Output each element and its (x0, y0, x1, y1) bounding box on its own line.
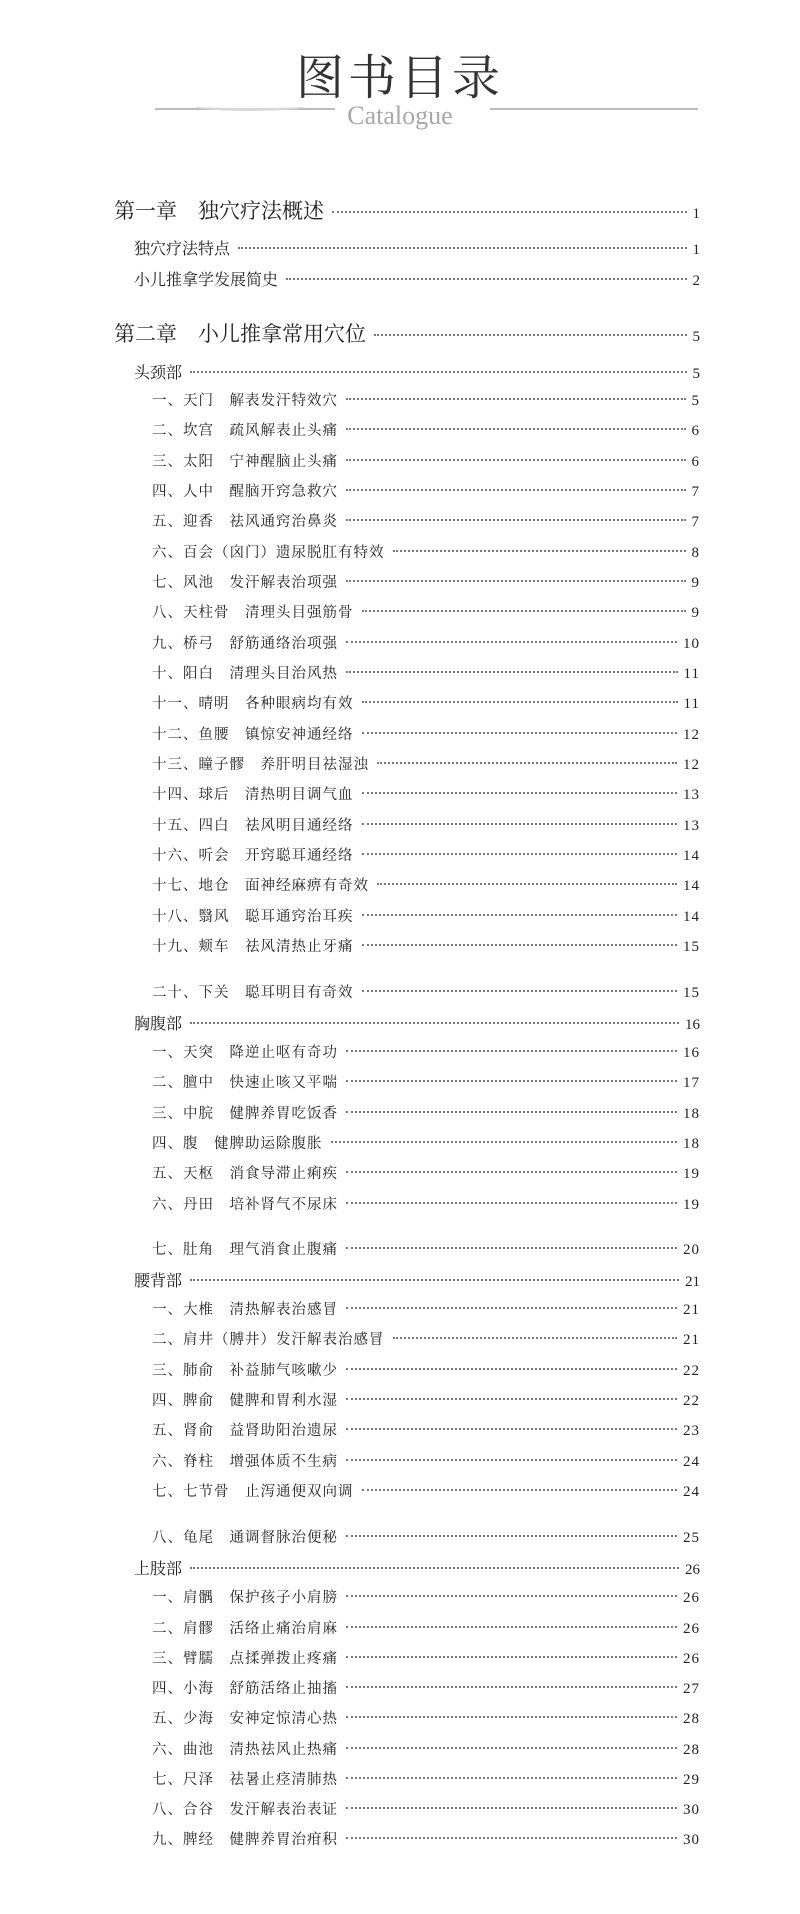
dot-leader (346, 1202, 677, 1204)
toc-section (134, 236, 700, 259)
dot-leader (190, 371, 686, 373)
toc-item (152, 1738, 700, 1759)
dot-leader (346, 1656, 677, 1658)
toc-entry-title: 四、脾俞 健脾和胃利水湿 (152, 1393, 338, 1409)
toc-item (152, 1450, 700, 1471)
toc-entry-title: 十九、颊车 祛风清热止牙痛 (152, 939, 354, 955)
toc-entry-title: 腰背部 (134, 1271, 183, 1290)
dot-leader (346, 459, 686, 461)
toc-item (152, 1707, 700, 1728)
dot-leader (346, 1747, 677, 1749)
dot-leader (362, 792, 678, 794)
dot-leader (346, 1837, 677, 1839)
page-number: 16 (683, 1045, 700, 1061)
toc-entry-title: 三、肺俞 补益肺气咳嗽少 (152, 1363, 338, 1379)
page-number: 9 (691, 605, 700, 621)
dot-leader (346, 1595, 677, 1597)
page-number: 21 (683, 1302, 700, 1318)
toc-entry-title: 二、肩髎 活络止痛治肩麻 (152, 1621, 338, 1637)
toc-item (152, 541, 700, 562)
toc-item (152, 1041, 700, 1062)
toc-chapter (114, 318, 700, 348)
toc-entry-title: 上肢部 (134, 1559, 183, 1578)
page-number: 8 (691, 545, 700, 561)
page-number: 30 (683, 1832, 700, 1848)
toc-entry-title: 十三、瞳子髎 养肝明目祛湿浊 (152, 757, 369, 773)
page-number: 28 (683, 1742, 700, 1758)
toc-item (152, 1677, 700, 1698)
toc-entry-title: 十、阳白 清理头目治风热 (152, 666, 338, 682)
dot-leader (190, 1022, 679, 1024)
toc-item (152, 480, 700, 501)
toc-entry-title: 二、坎宫 疏风解表止头痛 (152, 423, 338, 439)
dot-leader (346, 1807, 677, 1809)
toc-section (134, 360, 700, 383)
dot-leader (393, 1337, 678, 1339)
toc-item (152, 753, 700, 774)
dot-leader (346, 1459, 677, 1461)
page-number: 23 (683, 1423, 700, 1439)
page-number: 17 (683, 1075, 700, 1091)
toc-item (152, 1359, 700, 1380)
dot-leader (362, 944, 678, 946)
page-number: 13 (683, 818, 700, 834)
toc-entry-title: 七、肚角 理气消食止腹痛 (152, 1242, 338, 1258)
page-number: 5 (692, 329, 700, 345)
dot-leader (346, 428, 686, 430)
toc-entry-title: 独穴疗法特点 (134, 239, 231, 258)
toc-entry-title: 二、肩井（膊井）发汗解表治感冒 (152, 1332, 385, 1348)
page-number: 22 (683, 1393, 700, 1409)
toc-entry-title: 头颈部 (134, 363, 183, 382)
dot-leader (346, 1111, 677, 1113)
toc-entry-title: 三、臂臑 点揉弹拨止疼痛 (152, 1651, 338, 1667)
dot-leader (190, 1567, 679, 1569)
dot-leader (362, 701, 678, 703)
dot-leader (346, 1368, 677, 1370)
dot-leader (362, 610, 686, 612)
dot-leader (346, 489, 686, 491)
toc-entry-title: 六、丹田 培补肾气不尿床 (152, 1197, 338, 1213)
toc-item (152, 1419, 700, 1440)
dot-leader (190, 1279, 679, 1281)
page-number: 30 (683, 1802, 700, 1818)
dot-leader (377, 762, 677, 764)
page-number: 24 (683, 1484, 700, 1500)
toc-entry-title: 二十、下关 聪耳明目有奇效 (152, 985, 354, 1001)
page-number: 12 (683, 727, 700, 743)
toc-entry-title: 七、风池 发汗解表治项强 (152, 575, 338, 591)
toc-item (152, 874, 700, 895)
page-number: 14 (683, 909, 700, 925)
dot-leader (346, 1307, 677, 1309)
dot-leader (393, 550, 686, 552)
toc-section (134, 267, 700, 290)
toc-item (152, 1480, 700, 1501)
page-number: 16 (685, 1017, 700, 1033)
toc-item (152, 1798, 700, 1819)
toc-entry-title: 一、大椎 清热解表治感冒 (152, 1302, 338, 1318)
toc-entry-title: 五、迎香 祛风通窍治鼻炎 (152, 514, 338, 530)
toc-item (152, 844, 700, 865)
toc-section (134, 1268, 700, 1291)
page-number: 14 (683, 878, 700, 894)
toc-entry-title: 七、七节骨 止泻通便双向调 (152, 1484, 354, 1500)
toc-entry-title: 十一、晴明 各种眼病均有效 (152, 696, 354, 712)
toc-item (152, 571, 700, 592)
toc-item (152, 1298, 700, 1319)
toc-entry-title: 第二章 小儿推拿常用穴位 (114, 322, 366, 346)
page-number: 5 (692, 366, 700, 382)
page-number: 24 (683, 1454, 700, 1470)
dot-leader (362, 1489, 678, 1491)
toc-entry-title: 七、尺泽 祛暑止痉清肺热 (152, 1772, 338, 1788)
dot-leader (346, 1686, 677, 1688)
toc-entry-title: 一、天门 解表发汗特效穴 (152, 393, 338, 409)
page-subtitle: Catalogue (347, 101, 453, 130)
dot-leader (346, 1777, 677, 1779)
page-number: 6 (691, 423, 700, 439)
toc-entry-title: 五、少海 安神定惊清心热 (152, 1711, 338, 1727)
dot-leader (346, 1080, 677, 1082)
toc-item (152, 389, 700, 410)
page-number: 7 (691, 514, 700, 530)
page-number: 10 (683, 636, 700, 652)
toc-item (152, 723, 700, 744)
page-number: 19 (683, 1197, 700, 1213)
toc-item (152, 1617, 700, 1638)
toc-entry-title: 二、膻中 快速止咳又平喘 (152, 1075, 338, 1091)
toc-item (152, 1132, 700, 1153)
toc-item (152, 1193, 700, 1214)
page-number: 29 (683, 1772, 700, 1788)
toc-item (152, 905, 700, 926)
page-title: 图书目录 (295, 50, 504, 106)
dot-leader (377, 883, 677, 885)
toc-section (134, 1556, 700, 1579)
page-number: 12 (683, 757, 700, 773)
dot-leader (346, 671, 678, 673)
toc-item (152, 692, 700, 713)
dot-leader (362, 732, 678, 734)
dot-leader (362, 914, 678, 916)
page-number: 5 (691, 393, 700, 409)
toc-entry-title: 第一章 独穴疗法概述 (114, 199, 324, 223)
toc-item (152, 510, 700, 531)
toc-entry-title: 九、脾经 健脾养胃治疳积 (152, 1832, 338, 1848)
toc-entry-title: 六、百会（囟门）遗尿脱肛有特效 (152, 545, 385, 561)
toc-item (152, 419, 700, 440)
page-number: 26 (683, 1651, 700, 1667)
page-number: 19 (683, 1166, 700, 1182)
toc-item (152, 1768, 700, 1789)
dot-leader (374, 334, 687, 336)
dot-leader (362, 853, 678, 855)
page-number: 15 (683, 985, 700, 1001)
toc-item (152, 783, 700, 804)
toc-item (152, 1102, 700, 1123)
toc-entry-title: 三、太阳 宁神醒脑止头痛 (152, 454, 338, 470)
page-number: 15 (683, 939, 700, 955)
dot-leader (346, 580, 686, 582)
toc-item (152, 981, 700, 1002)
toc-item (152, 1238, 700, 1259)
dot-leader (346, 1428, 677, 1430)
dot-leader (346, 1171, 677, 1173)
dot-leader (346, 1050, 677, 1052)
toc-entry-title: 五、天枢 消食导滞止痢疾 (152, 1166, 338, 1182)
page-number: 1 (692, 206, 700, 222)
toc-item (152, 1647, 700, 1668)
toc-entry-title: 八、天柱骨 清理头目强筋骨 (152, 605, 354, 621)
toc-entry-title: 十八、翳风 聪耳通窍治耳疾 (152, 909, 354, 925)
toc-entry-title: 十四、球后 清热明目调气血 (152, 787, 354, 803)
dot-leader (346, 1716, 677, 1718)
toc-entry-title: 九、桥弓 舒筋通络治项强 (152, 636, 338, 652)
page-number: 25 (683, 1530, 700, 1546)
toc-item (152, 935, 700, 956)
toc-item (152, 1389, 700, 1410)
toc-entry-title: 三、中脘 健脾养胃吃饭香 (152, 1106, 338, 1122)
page-number: 26 (683, 1590, 700, 1606)
page-number: 11 (683, 666, 700, 682)
toc-entry-title: 胸腹部 (134, 1014, 183, 1033)
page-number: 6 (691, 454, 700, 470)
dot-leader (346, 641, 677, 643)
page-number: 7 (691, 484, 700, 500)
toc-entry-title: 八、合谷 发汗解表治表证 (152, 1802, 338, 1818)
toc-item (152, 1328, 700, 1349)
page-number: 26 (683, 1621, 700, 1637)
page-number: 13 (683, 787, 700, 803)
dot-leader (362, 823, 678, 825)
page-number: 11 (683, 696, 700, 712)
dot-leader (346, 519, 686, 521)
toc-entry-title: 五、肾俞 益肾助阳治遗尿 (152, 1423, 338, 1439)
page-number: 22 (683, 1363, 700, 1379)
dot-leader (332, 211, 687, 213)
toc-item (152, 1162, 700, 1183)
toc-entry-title: 十七、地仓 面神经麻痹有奇效 (152, 878, 369, 894)
toc-item (152, 601, 700, 622)
toc-item (152, 1586, 700, 1607)
toc-entry-title: 十六、听会 开窍聪耳通经络 (152, 848, 354, 864)
dot-leader (331, 1141, 678, 1143)
dot-leader (362, 990, 678, 992)
toc-entry-title: 四、腹 健脾助运除腹胀 (152, 1136, 323, 1152)
toc-item (152, 662, 700, 683)
toc-item (152, 1828, 700, 1849)
toc-section (134, 1011, 700, 1034)
toc-entry-title: 四、人中 醒脑开窍急救穴 (152, 484, 338, 500)
toc-item (152, 1071, 700, 1092)
toc-item (152, 814, 700, 835)
page-number: 1 (692, 242, 700, 258)
toc-entry-title: 八、龟尾 通调督脉治便秘 (152, 1530, 338, 1546)
toc-entry-title: 四、小海 舒筋活络止抽搐 (152, 1681, 338, 1697)
dot-leader (346, 1626, 677, 1628)
toc-entry-title: 一、肩髃 保护孩子小肩膀 (152, 1590, 338, 1606)
page-number: 18 (683, 1136, 700, 1152)
toc-entry-title: 十二、鱼腰 镇惊安神通经络 (152, 727, 354, 743)
toc-item (152, 1526, 700, 1547)
page-number: 21 (683, 1332, 700, 1348)
toc-entry-title: 十五、四白 祛风明目通经络 (152, 818, 354, 834)
toc-chapter (114, 195, 700, 225)
toc-item (152, 450, 700, 471)
dot-leader (286, 278, 686, 280)
page-number: 27 (683, 1681, 700, 1697)
toc-item (152, 632, 700, 653)
page-number: 26 (685, 1562, 700, 1578)
page-number: 28 (683, 1711, 700, 1727)
dot-leader (346, 398, 686, 400)
page-number: 2 (692, 273, 700, 289)
toc-entry-title: 六、脊柱 增强体质不生病 (152, 1454, 338, 1470)
dot-leader (238, 247, 686, 249)
page-number: 18 (683, 1106, 700, 1122)
toc-entry-title: 一、天突 降逆止呕有奇功 (152, 1045, 338, 1061)
dot-leader (346, 1535, 677, 1537)
page-number: 21 (685, 1274, 700, 1290)
page-number: 20 (683, 1242, 700, 1258)
dot-leader (346, 1247, 677, 1249)
dot-leader (346, 1398, 677, 1400)
toc-entry-title: 六、曲池 清热祛风止热痛 (152, 1742, 338, 1758)
page-number: 14 (683, 848, 700, 864)
page-number: 9 (691, 575, 700, 591)
toc-entry-title: 小儿推拿学发展简史 (134, 270, 279, 289)
